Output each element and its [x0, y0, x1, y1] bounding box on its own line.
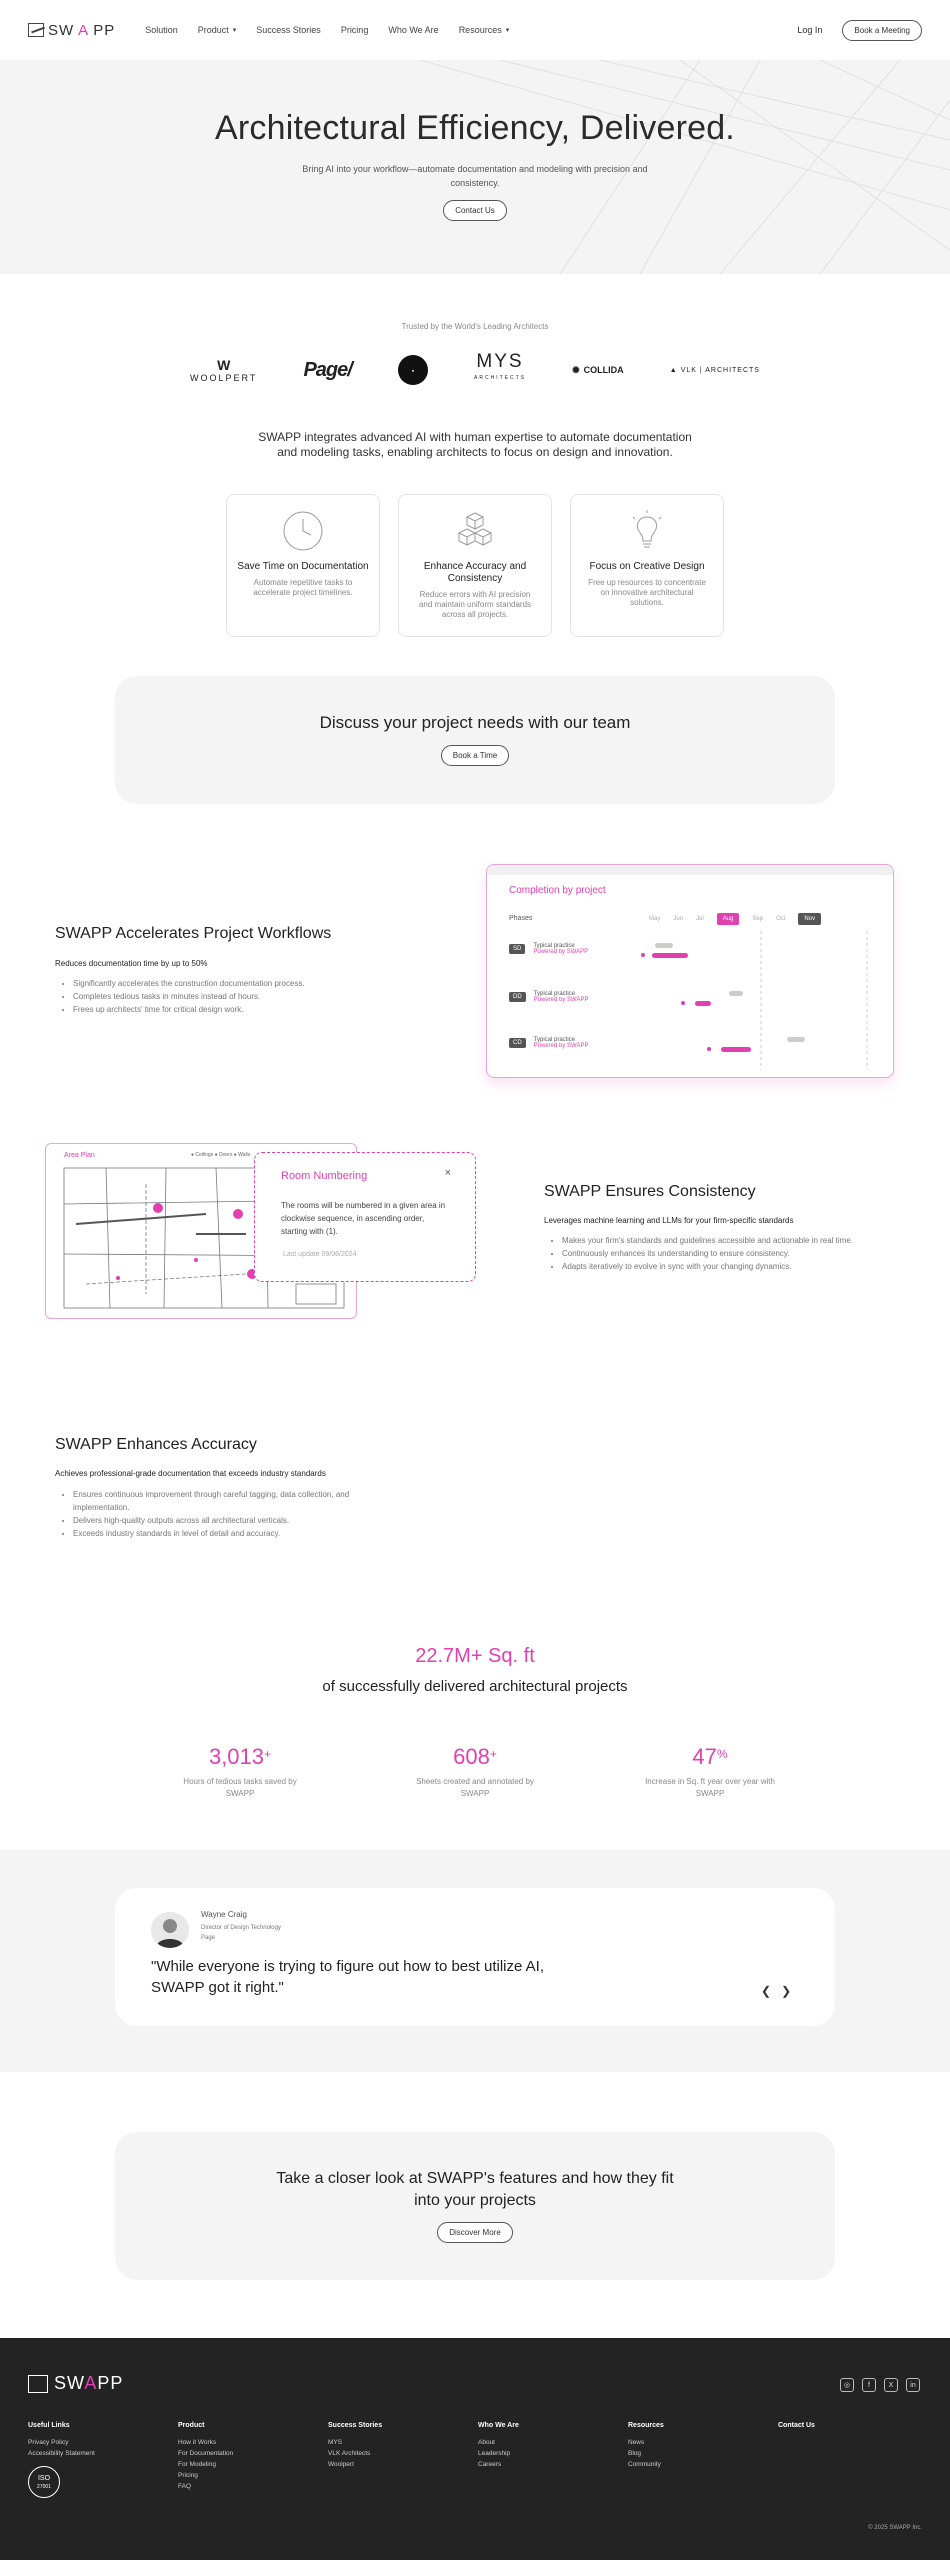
plan-legend: ● Ceilings ● Doors ● Walls	[191, 1152, 251, 1158]
workflows-subtitle: Reduces documentation time by up to 50%	[55, 959, 208, 968]
footer-link[interactable]: Pricing	[178, 2472, 198, 2479]
swapp-logo[interactable]: SW A PP	[28, 22, 115, 39]
footer-link[interactable]: Blog	[628, 2450, 642, 2457]
copyright: © 2025 SWAPP Inc.	[868, 2525, 922, 2531]
gantt-row-dd: DD Typical practice Powered by SWAPP	[509, 991, 588, 1003]
woolpert-logo: W WOOLPERT	[190, 357, 258, 383]
prev-arrow-icon[interactable]: ❮	[761, 1984, 772, 1998]
workflows-bullets: • Significantly accelerates the construction documentation process. • Completes tedious tasks in minutes instead of hours. • Frees up architects' time for critical design work.	[73, 977, 353, 1016]
consistency-subtitle: Leverages machine learning and LLMs for your firm-specific standards	[544, 1216, 794, 1225]
nav-who-we-are[interactable]: Who We Are	[388, 25, 439, 35]
discover-more-button[interactable]: Discover More	[437, 2222, 513, 2243]
logo-mark-icon	[28, 23, 44, 37]
testimonial-quote: "While everyone is trying to figure out how to best utilize AI, SWAPP got it right."	[151, 1958, 545, 1996]
nav-resources[interactable]: Resources ▾	[458, 25, 510, 35]
testimonial-card	[115, 1888, 835, 2026]
feature-cards	[226, 494, 724, 637]
gantt-title: Completion by project	[509, 885, 606, 896]
footer-link[interactable]: MYS	[328, 2439, 343, 2446]
discuss-banner	[115, 676, 835, 804]
footer-col-resources: Resources News Blog Community	[628, 2422, 768, 2470]
footer-link[interactable]: Community	[628, 2461, 661, 2468]
chevron-down-icon: ▾	[232, 27, 237, 34]
footer-link[interactable]: News	[628, 2439, 645, 2446]
consistency-bullets: • Makes your firm's standards and guidelines accessible and actionable in real time. • Continuously enhances its understanding to ensure consistency. • Adapts iteratively to evolve in sync with your changing dynamics.	[562, 1234, 902, 1273]
close-icon[interactable]: ×	[444, 1167, 451, 1179]
top-nav	[0, 0, 950, 60]
avatar	[151, 1912, 189, 1948]
accuracy-title: SWAPP Enhances Accuracy	[55, 1436, 257, 1453]
active-month: Aug	[717, 913, 740, 925]
trusted-heading: Trusted by the World's Leading Architects	[401, 322, 549, 331]
seal-logo-icon: ●	[398, 355, 428, 385]
testimonial-name: Wayne Craig	[201, 1910, 247, 1919]
client-logos	[190, 351, 760, 386]
feature-card-creative: Focus on Creative Design Free up resources to concentrate on innovative architectural solutions.	[570, 494, 724, 637]
vlk-logo: ▲ VLK | ARCHITECTS	[669, 366, 760, 374]
area-plan-card: Area Plan ● Ceilings ● Doors ● Walls	[45, 1143, 357, 1319]
footer-link[interactable]: Woolpert	[328, 2461, 354, 2468]
nav-solution[interactable]: Solution	[145, 25, 178, 35]
mys-logo: MYS ARCHITECTS	[474, 351, 526, 381]
closer-title: Take a closer look at SWAPP's features and how they fit into your projects	[276, 2170, 674, 2209]
popup-body: The rooms will be numbered in a given area in clockwise sequence, in ascending order, starting with (1).	[281, 1201, 446, 1236]
facebook-icon[interactable]: f	[862, 2378, 876, 2392]
popup-date: Last update 09/06/2024	[283, 1251, 357, 1258]
gantt-months: May Jun Jul Aug Sep Oct Nov	[649, 913, 821, 925]
sun-icon: ✺	[572, 364, 580, 375]
nav-pricing[interactable]: Pricing	[340, 25, 369, 35]
x-icon[interactable]: X	[884, 2378, 898, 2392]
footer-col-useful-links: Useful Links Privacy Policy Accessibility Statement	[28, 2422, 168, 2459]
footer-col-who-we-are: Who We Are About Leadership Careers	[478, 2422, 618, 2470]
hero-subtitle: Bring AI into your workflow—automate documentation and modeling with precision and consistency.	[302, 164, 648, 188]
discuss-title: Discuss your project needs with our team	[319, 713, 631, 732]
completion-gantt-card	[486, 864, 894, 1078]
intro-text: SWAPP integrates advanced AI with human expertise to automate documentation and modeling tasks, enabling architects to focus on design and innovation.	[258, 430, 692, 459]
accuracy-subtitle: Achieves professional-grade documentation that exceeds industry standards	[55, 1469, 326, 1478]
book-meeting-button[interactable]: Book a Meeting	[842, 20, 922, 41]
nav-success-stories[interactable]: Success Stories	[256, 25, 321, 35]
cubes-icon	[453, 509, 497, 553]
page-logo: Page/	[303, 358, 352, 381]
workflows-title: SWAPP Accelerates Project Workflows	[55, 925, 332, 942]
footer-link[interactable]: Accessibility Statement	[28, 2450, 95, 2457]
feature-card-accuracy: Enhance Accuracy and Consistency Reduce errors with AI precision and maintain uniform standards across all projects.	[398, 494, 552, 637]
linkedin-icon[interactable]: in	[906, 2378, 920, 2392]
collida-logo: ✺ COLLIDA	[572, 364, 624, 375]
instagram-icon[interactable]: ◎	[840, 2378, 854, 2392]
footer-link[interactable]: About	[478, 2439, 495, 2446]
clock-icon	[281, 509, 325, 553]
footer-col-product: Product How it Works For Documentation For Modeling Pricing FAQ	[178, 2422, 318, 2492]
gantt-phases-label: Phases	[509, 915, 533, 922]
footer-link[interactable]: Privacy Policy	[28, 2439, 69, 2446]
accuracy-bullets: • Ensures continuous improvement through careful tagging, data collection, and implementation. • Delivers high-quality outputs across all architectural verticals. • Exceeds industry standards in level of detail and accuracy.	[73, 1488, 393, 1540]
footer-col-contact	[778, 2422, 918, 2437]
consistency-title: SWAPP Ensures Consistency	[544, 1183, 756, 1200]
headline-stat-sub: of successfully delivered architectural projects	[322, 1678, 628, 1695]
footer-link[interactable]: Leadership	[478, 2450, 511, 2457]
footer-logo[interactable]: SWAPP	[28, 2373, 123, 2394]
stat-increase: 47% Increase in Sq. ft year over year with SWAPP	[645, 1744, 775, 1798]
gantt-row-sd: SD Typical practice Powered by SWAPP	[509, 943, 588, 955]
lightbulb-icon	[625, 509, 669, 553]
person-icon	[151, 1912, 189, 1948]
closer-look-banner	[115, 2132, 835, 2280]
stat-sheets: 608+ Sheets created and annotated by SWAPP	[416, 1744, 534, 1798]
social-links	[840, 2378, 920, 2392]
room-numbering-popup	[254, 1152, 476, 1282]
book-time-button[interactable]: Book a Time	[441, 745, 509, 766]
next-arrow-icon[interactable]: ❯	[781, 1984, 792, 1998]
footer	[0, 2338, 950, 2560]
iso-badge: ISO 27001	[28, 2466, 60, 2498]
footer-link[interactable]: For Modeling	[178, 2461, 216, 2468]
triangle-icon: ▲	[669, 366, 678, 374]
footer-col-success-stories: Success Stories MYS VLK Architects Woolpert	[328, 2422, 468, 2470]
headline-stat: 22.7M+ Sq. ft	[415, 1645, 535, 1667]
gantt-row-cd: CD Typical practice Powered by SWAPP	[509, 1037, 588, 1049]
chevron-down-icon: ▾	[505, 27, 510, 34]
nav-product[interactable]: Product ▾	[197, 25, 237, 35]
popup-title: Room Numbering	[281, 1170, 368, 1182]
stat-hours: 3,013+ Hours of tedious tasks saved by SWAPP	[183, 1744, 297, 1798]
footer-link[interactable]: FAQ	[178, 2483, 192, 2490]
contact-us-button[interactable]: Contact Us	[443, 200, 507, 221]
testimonial-role: Director of Design Technology Page	[201, 1925, 281, 1941]
login-link[interactable]: Log In	[797, 25, 823, 35]
footer-link[interactable]: For Documentation	[178, 2450, 234, 2457]
hero-title: Architectural Efficiency, Delivered.	[215, 109, 735, 147]
hero-section	[0, 60, 950, 274]
footer-link[interactable]: VLK Architects	[328, 2450, 371, 2457]
footer-link[interactable]: Careers	[478, 2461, 502, 2468]
feature-card-save-time: Save Time on Documentation Automate repetitive tasks to accelerate project timelines.	[226, 494, 380, 637]
logo-mark-icon	[28, 2375, 48, 2393]
footer-link[interactable]: How it Works	[178, 2439, 217, 2446]
contact-us-link[interactable]: Contact Us	[778, 2422, 815, 2429]
